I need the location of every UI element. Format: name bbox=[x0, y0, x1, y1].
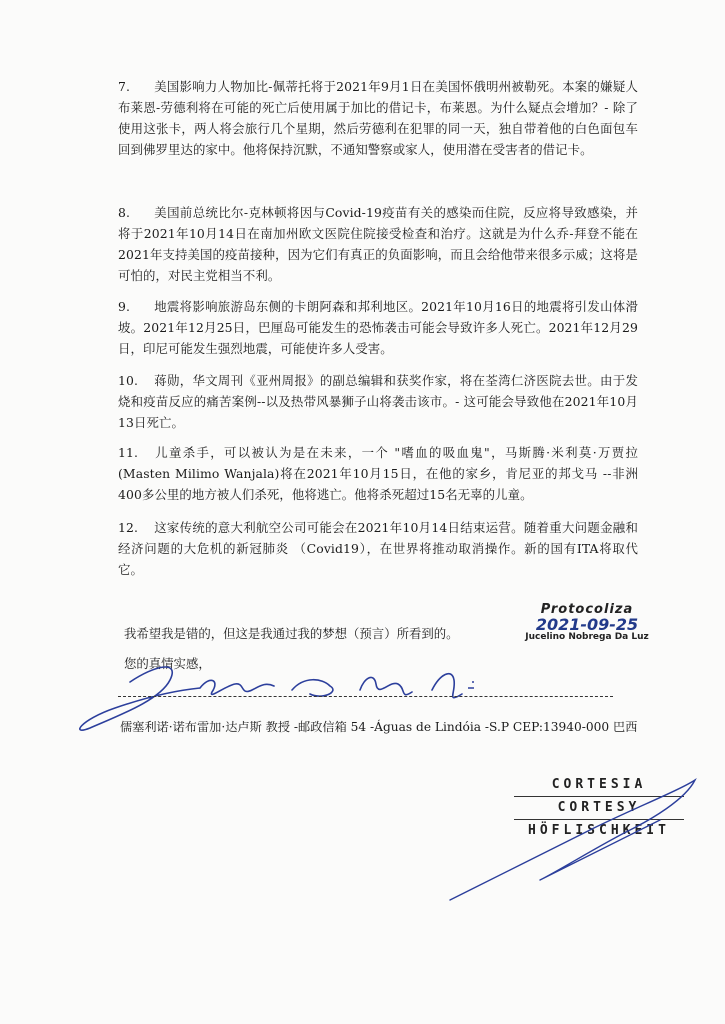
paragraph-11 bbox=[118, 442, 638, 505]
paragraph-number: 9. bbox=[118, 299, 131, 314]
closing-statement: 我希望我是错的，但这是我通过我的梦想（预言）所看到的。 bbox=[124, 626, 459, 641]
paragraph-text: 这家传统的意大利航空公司可能会在2021年10月14日结束运营。随着重大问题金融和经济问题的大危机的新冠肺炎 （Covid19），在世界将推动取消操作。新的国有ITA将取代它。 bbox=[118, 520, 638, 577]
protocol-stamp-date: 2021-09-25 bbox=[535, 615, 639, 634]
paragraph-text: 蒋勋，华文周刊《亚州周报》的副总编辑和获奖作家，将在荃湾仁济医院去世。由于发烧和疫苗反应的痛苦案例--以及热带风暴狮子山将袭击该市。- 这可能会导致他在2021年10月13日死亡。 bbox=[118, 373, 638, 430]
paragraph-number: 11. bbox=[118, 445, 139, 460]
paragraph-text: 地震将影响旅游岛东侧的卡朗阿森和邦利地区。2021年10月16日的地震将引发山体滑坡。2021年12月25日，巴厘岛可能发生的恐怖袭击可能会导致许多人死亡。2021年12月29日，印尼可能发生强烈地震，可能使许多人受害。 bbox=[118, 299, 638, 356]
paragraph-text: 儿童杀手，可以被认为是在未来，一个 "嗜血的吸血鬼"，马斯腾·米利莫·万贾拉(Masten Milimo Wanjala)将在2021年10月15日，在他的家乡，肯尼亚的邦戈马 --非洲400多公里的地方被人们杀死，他将逃亡。他将杀死超过15名无辜的儿童。 bbox=[118, 445, 638, 502]
courtesy-stamp-line: HÖFLISCHKEIT bbox=[528, 823, 670, 838]
paragraph-text: 美国影响力人物加比-佩蒂托将于2021年9月1日在美国怀俄明州被勒死。本案的嫌疑人布莱恩-劳德利将在可能的死亡后使用属于加比的借记卡，布莱恩。为什么疑点会增加？- 除了使用这张卡，两人将会旅行几个星期，然后劳德利在犯罪的同一天，独自带着他的白色面包车回到佛罗里达的家中。他将保持沉默，不通知警察或家人，使用潜在受害者的借记卡。 bbox=[118, 79, 638, 157]
paragraph-text: 美国前总统比尔-克林顿将因与Covid-19疫苗有关的感染而住院，反应将导致感染，并将于2021年10月14日在南加州欧文医院住院接受检查和治疗。这就是为什么乔-拜登不能在2021年支持美国的疫苗接种，因为它们有真正的负面影响，而且会给他带来很多示威；这将是可怕的，对民主党相当不利。 bbox=[118, 205, 638, 283]
courtesy-signature bbox=[430, 760, 710, 920]
paragraph-number: 8. bbox=[118, 205, 131, 220]
paragraph-number: 10. bbox=[118, 373, 139, 388]
protocol-stamp bbox=[512, 602, 662, 642]
paragraph-8 bbox=[118, 202, 638, 286]
protocol-stamp-title: Protocoliza bbox=[540, 602, 634, 617]
signature-line bbox=[118, 696, 613, 697]
courtesy-stamp-line: CORTESIA bbox=[514, 774, 684, 797]
paragraph-9 bbox=[118, 296, 638, 359]
closing-salutation: 您的真情实感， bbox=[124, 656, 211, 671]
sender-address: 儒塞利诺·诺布雷加·达卢斯 教授 -邮政信箱 54 -Águas de Lindóia -S.P CEP:13940-000 巴西 bbox=[120, 720, 638, 734]
paragraph-12 bbox=[118, 517, 638, 580]
paragraph-7 bbox=[118, 76, 638, 160]
paragraph-10 bbox=[118, 370, 638, 433]
courtesy-stamp-line: CORTESY bbox=[514, 797, 684, 820]
protocol-stamp-name: Jucelino Nobrega Da Luz bbox=[525, 632, 649, 642]
paragraph-number: 7. bbox=[118, 79, 131, 94]
paragraph-number: 12. bbox=[118, 520, 139, 535]
